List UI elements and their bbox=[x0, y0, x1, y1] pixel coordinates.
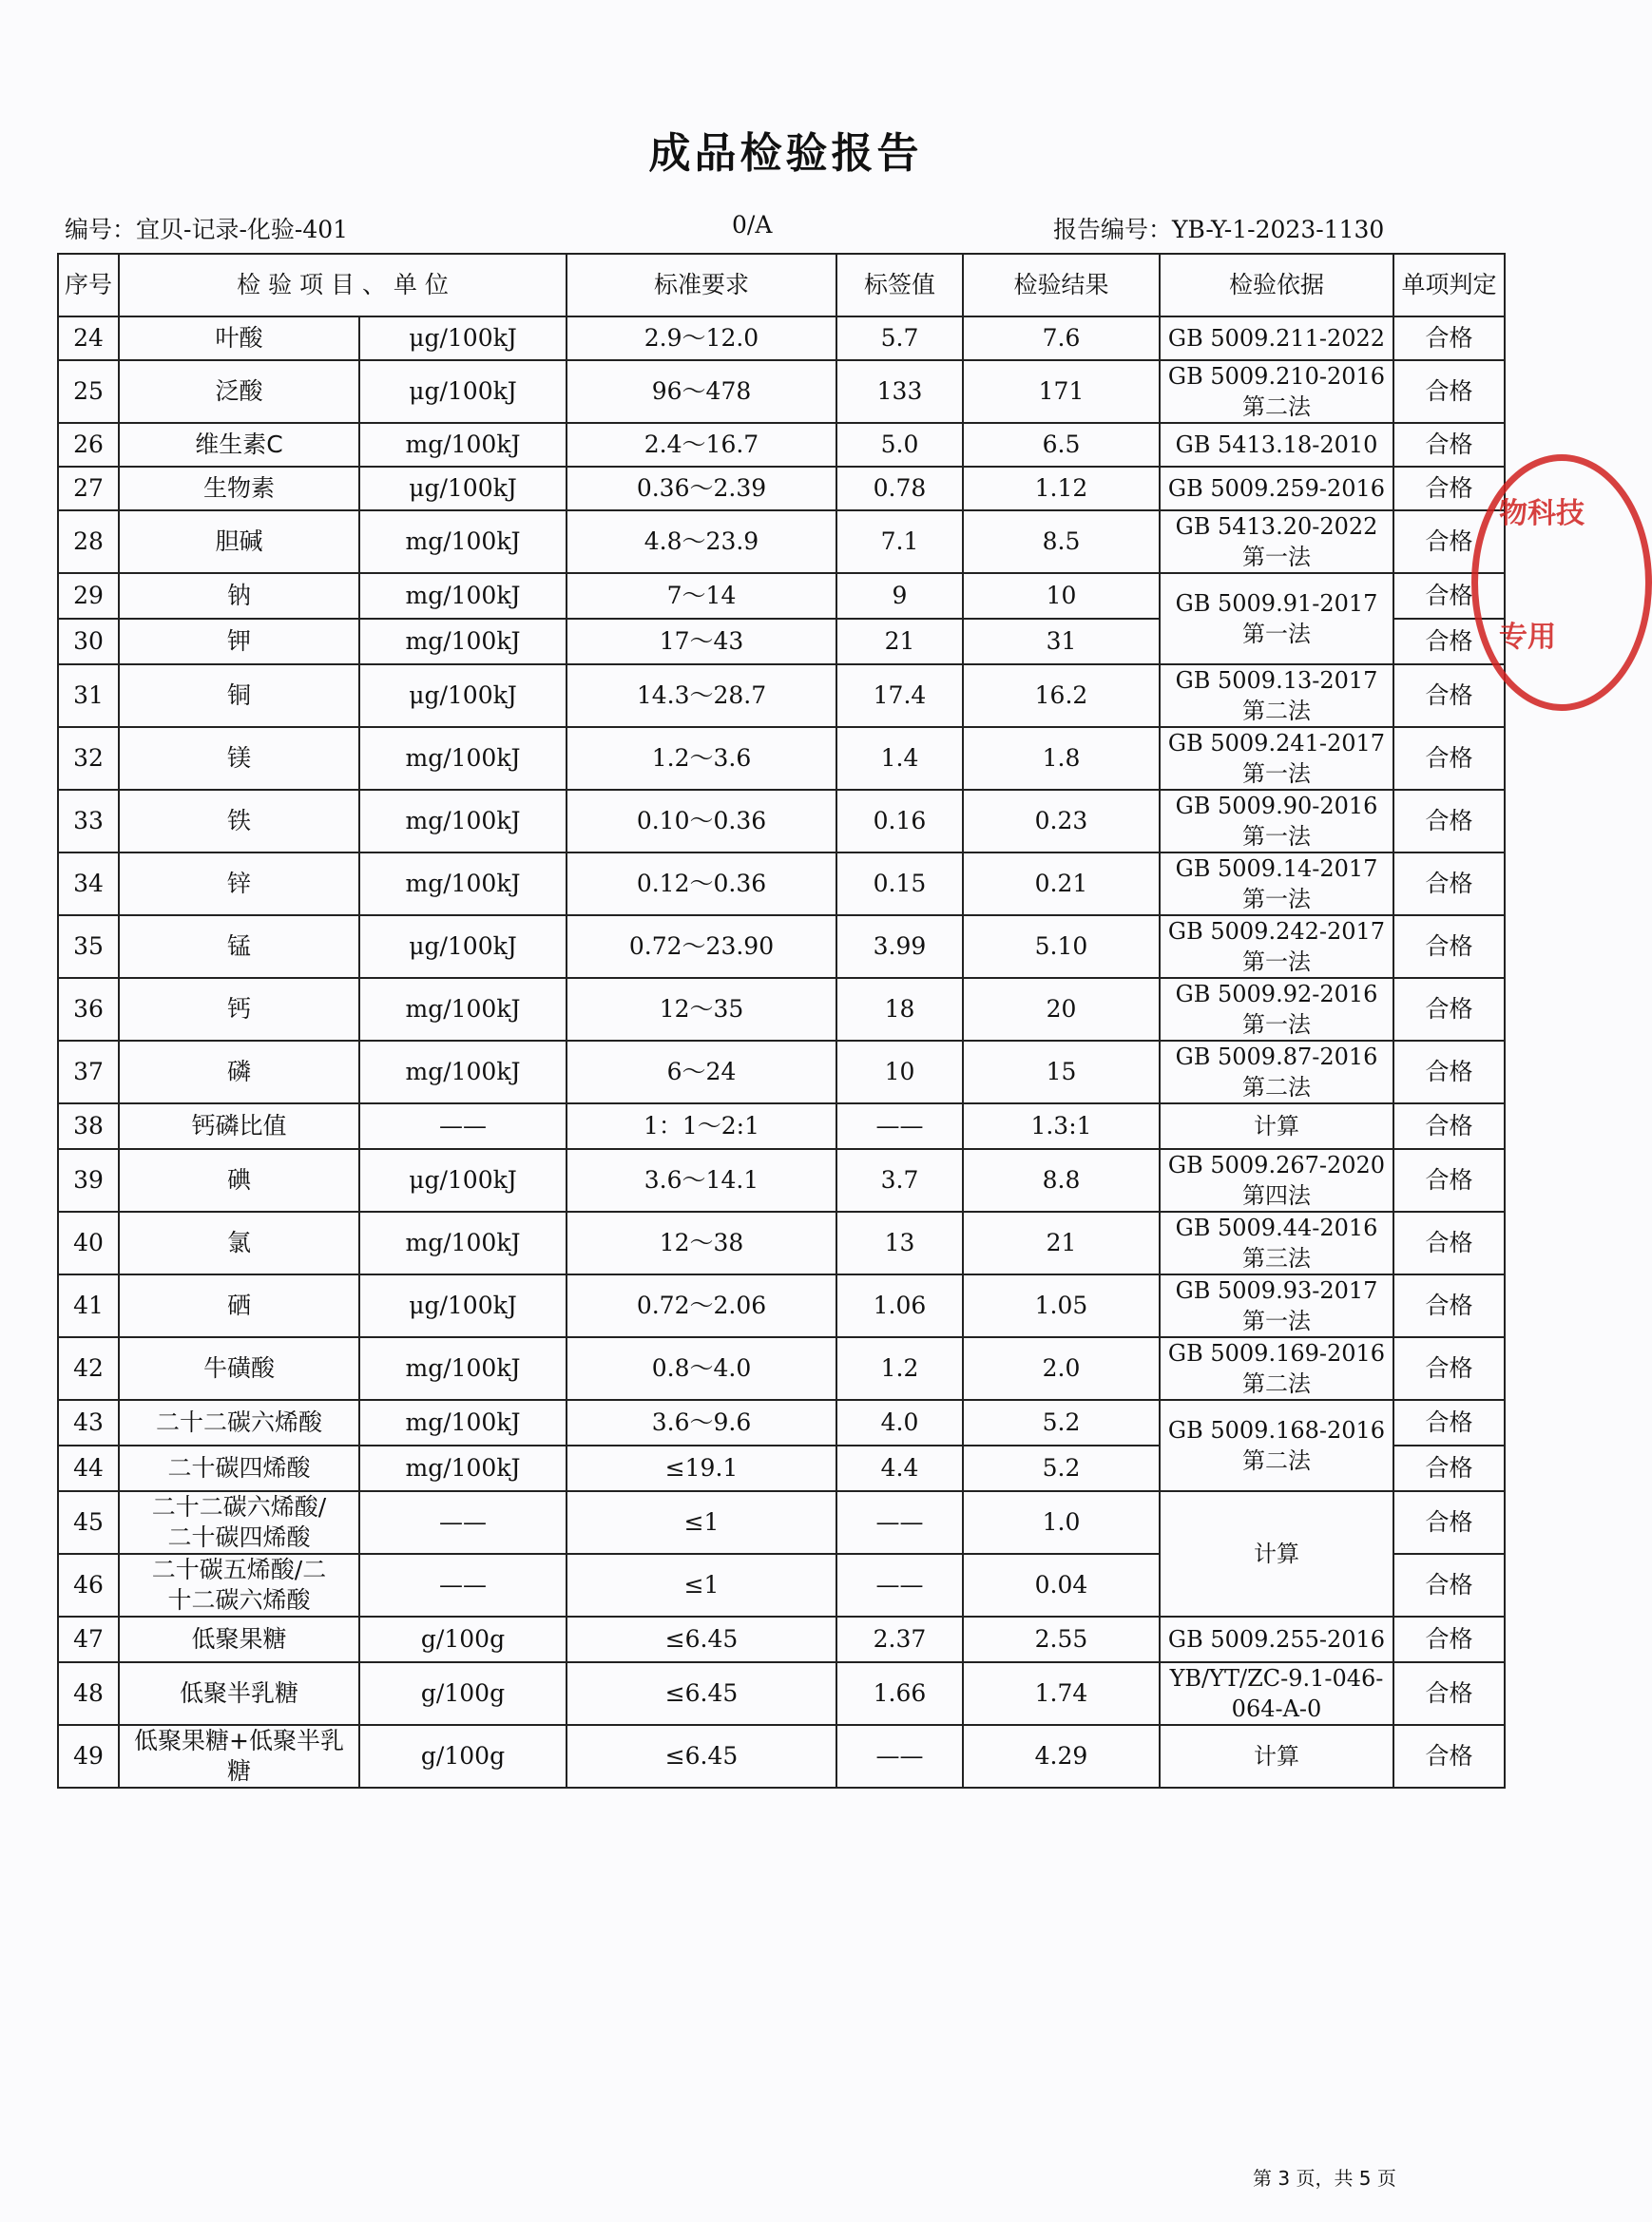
label-value-cell: 5.0 bbox=[836, 423, 963, 467]
label-value-cell: —— bbox=[836, 1491, 963, 1554]
test-method-cell: GB 5009.255-2016 bbox=[1160, 1617, 1393, 1662]
table-row bbox=[58, 360, 1505, 423]
row-number-cell: 26 bbox=[58, 423, 119, 467]
test-method-cell: GB 5009.93-2017 第一法 bbox=[1160, 1274, 1393, 1337]
standard-requirement-cell: ≤1 bbox=[567, 1554, 836, 1617]
label-value-cell: 1.06 bbox=[836, 1274, 963, 1337]
standard-requirement-cell: 0.72～2.06 bbox=[567, 1274, 836, 1337]
verdict-cell: 合格 bbox=[1393, 1617, 1505, 1662]
col-header-method: 检验依据 bbox=[1160, 254, 1393, 316]
test-method-cell: GB 5009.44-2016 第三法 bbox=[1160, 1212, 1393, 1274]
test-method-cell: 计算 bbox=[1160, 1725, 1393, 1788]
table-row bbox=[58, 423, 1505, 467]
row-number-cell: 35 bbox=[58, 915, 119, 978]
label-value-cell: 1.2 bbox=[836, 1337, 963, 1400]
item-name-cell: 硒 bbox=[119, 1274, 359, 1337]
test-method-cell: GB 5413.18-2010 bbox=[1160, 423, 1393, 467]
label-value-cell: 0.78 bbox=[836, 467, 963, 510]
unit-cell: g/100g bbox=[359, 1617, 567, 1662]
standard-requirement-cell: ≤1 bbox=[567, 1491, 836, 1554]
item-name-cell: 二十二碳六烯酸 bbox=[119, 1400, 359, 1446]
table-row bbox=[58, 1212, 1505, 1274]
unit-cell: mg/100kJ bbox=[359, 978, 567, 1041]
item-name-cell: 磷 bbox=[119, 1041, 359, 1103]
label-value-cell: 133 bbox=[836, 360, 963, 423]
test-result-cell: 8.5 bbox=[963, 510, 1160, 573]
item-name-cell: 铁 bbox=[119, 790, 359, 852]
verdict-cell: 合格 bbox=[1393, 1149, 1505, 1212]
label-value-cell: 4.4 bbox=[836, 1446, 963, 1491]
test-result-cell: 10 bbox=[963, 573, 1160, 619]
standard-requirement-cell: 12～38 bbox=[567, 1212, 836, 1274]
report-title: 成品检验报告 bbox=[648, 129, 923, 178]
test-method-cell: GB 5009.169-2016 第二法 bbox=[1160, 1337, 1393, 1400]
document-code: 编号：宜贝-记录-化验-401 bbox=[65, 216, 349, 243]
row-number-cell: 28 bbox=[58, 510, 119, 573]
unit-cell: mg/100kJ bbox=[359, 1400, 567, 1446]
unit-cell: mg/100kJ bbox=[359, 619, 567, 664]
verdict-cell: 合格 bbox=[1393, 619, 1505, 664]
label-value-cell: 18 bbox=[836, 978, 963, 1041]
unit-cell: mg/100kJ bbox=[359, 1041, 567, 1103]
table-row bbox=[58, 790, 1505, 852]
label-value-cell: —— bbox=[836, 1103, 963, 1149]
row-number-cell: 27 bbox=[58, 467, 119, 510]
unit-cell: g/100g bbox=[359, 1662, 567, 1725]
item-name-cell: 钾 bbox=[119, 619, 359, 664]
unit-cell: mg/100kJ bbox=[359, 1446, 567, 1491]
table-row bbox=[58, 1337, 1505, 1400]
row-number-cell: 45 bbox=[58, 1491, 119, 1554]
page-footer: 第 3 页，共 5 页 bbox=[1253, 2167, 1396, 2190]
table-row bbox=[58, 727, 1505, 790]
test-result-cell: 5.2 bbox=[963, 1400, 1160, 1446]
item-name-cell: 生物素 bbox=[119, 467, 359, 510]
standard-requirement-cell: 6～24 bbox=[567, 1041, 836, 1103]
row-number-cell: 44 bbox=[58, 1446, 119, 1491]
table-row bbox=[58, 316, 1505, 360]
row-number-cell: 39 bbox=[58, 1149, 119, 1212]
test-result-cell: 5.2 bbox=[963, 1446, 1160, 1491]
seal-text-1: 物科技 bbox=[1499, 497, 1585, 530]
table-row bbox=[58, 1103, 1505, 1149]
standard-requirement-cell: 17～43 bbox=[567, 619, 836, 664]
label-value-cell: 5.7 bbox=[836, 316, 963, 360]
table-row bbox=[58, 1491, 1505, 1554]
table-row bbox=[58, 1725, 1505, 1788]
table-row bbox=[58, 467, 1505, 510]
unit-cell: μg/100kJ bbox=[359, 1274, 567, 1337]
standard-requirement-cell: 3.6～9.6 bbox=[567, 1400, 836, 1446]
standard-requirement-cell: ≤6.45 bbox=[567, 1617, 836, 1662]
table-row bbox=[58, 1149, 1505, 1212]
verdict-cell: 合格 bbox=[1393, 316, 1505, 360]
table-row bbox=[58, 1617, 1505, 1662]
seal-text-2: 专用 bbox=[1499, 621, 1556, 654]
standard-requirement-cell: 7～14 bbox=[567, 573, 836, 619]
verdict-cell: 合格 bbox=[1393, 915, 1505, 978]
unit-cell: mg/100kJ bbox=[359, 1212, 567, 1274]
label-value-cell: 2.37 bbox=[836, 1617, 963, 1662]
standard-requirement-cell: 0.72～23.90 bbox=[567, 915, 836, 978]
unit-cell: mg/100kJ bbox=[359, 1337, 567, 1400]
row-number-cell: 43 bbox=[58, 1400, 119, 1446]
table-body bbox=[58, 316, 1505, 1788]
unit-cell: mg/100kJ bbox=[359, 510, 567, 573]
row-number-cell: 40 bbox=[58, 1212, 119, 1274]
verdict-cell: 合格 bbox=[1393, 1554, 1505, 1617]
unit-cell: μg/100kJ bbox=[359, 1149, 567, 1212]
verdict-cell: 合格 bbox=[1393, 790, 1505, 852]
standard-requirement-cell: ≤6.45 bbox=[567, 1662, 836, 1725]
label-value-cell: —— bbox=[836, 1554, 963, 1617]
label-value-cell: 3.7 bbox=[836, 1149, 963, 1212]
row-number-cell: 49 bbox=[58, 1725, 119, 1788]
test-method-cell: GB 5009.87-2016 第二法 bbox=[1160, 1041, 1393, 1103]
unit-cell: μg/100kJ bbox=[359, 915, 567, 978]
verdict-cell: 合格 bbox=[1393, 1337, 1505, 1400]
row-number-cell: 41 bbox=[58, 1274, 119, 1337]
label-value-cell: 3.99 bbox=[836, 915, 963, 978]
unit-cell: mg/100kJ bbox=[359, 852, 567, 915]
test-result-cell: 1.8 bbox=[963, 727, 1160, 790]
test-result-cell: 1.3:1 bbox=[963, 1103, 1160, 1149]
item-name-cell: 镁 bbox=[119, 727, 359, 790]
test-result-cell: 15 bbox=[963, 1041, 1160, 1103]
table-row bbox=[58, 664, 1505, 727]
row-number-cell: 37 bbox=[58, 1041, 119, 1103]
test-result-cell: 1.74 bbox=[963, 1662, 1160, 1725]
test-result-cell: 1.12 bbox=[963, 467, 1160, 510]
verdict-cell: 合格 bbox=[1393, 360, 1505, 423]
item-name-cell: 锰 bbox=[119, 915, 359, 978]
item-name-cell: 胆碱 bbox=[119, 510, 359, 573]
label-value-cell: 1.66 bbox=[836, 1662, 963, 1725]
test-result-cell: 16.2 bbox=[963, 664, 1160, 727]
item-name-cell: 泛酸 bbox=[119, 360, 359, 423]
test-method-cell: GB 5009.259-2016 bbox=[1160, 467, 1393, 510]
label-value-cell: 17.4 bbox=[836, 664, 963, 727]
row-number-cell: 24 bbox=[58, 316, 119, 360]
unit-cell: μg/100kJ bbox=[359, 467, 567, 510]
label-value-cell: —— bbox=[836, 1725, 963, 1788]
inspection-table bbox=[57, 253, 1506, 1789]
test-result-cell: 1.05 bbox=[963, 1274, 1160, 1337]
table-row bbox=[58, 1274, 1505, 1337]
verdict-cell: 合格 bbox=[1393, 727, 1505, 790]
item-name-cell: 二十碳四烯酸 bbox=[119, 1446, 359, 1491]
test-method-cell: GB 5009.14-2017 第一法 bbox=[1160, 852, 1393, 915]
test-result-cell: 5.10 bbox=[963, 915, 1160, 978]
verdict-cell: 合格 bbox=[1393, 510, 1505, 573]
test-method-cell: YB/YT/ZC-9.1-046- 064-A-0 bbox=[1160, 1662, 1393, 1725]
standard-requirement-cell: 96～478 bbox=[567, 360, 836, 423]
label-value-cell: 0.15 bbox=[836, 852, 963, 915]
test-result-cell: 2.55 bbox=[963, 1617, 1160, 1662]
label-value-cell: 4.0 bbox=[836, 1400, 963, 1446]
label-value-cell: 7.1 bbox=[836, 510, 963, 573]
test-result-cell: 2.0 bbox=[963, 1337, 1160, 1400]
standard-requirement-cell: 4.8～23.9 bbox=[567, 510, 836, 573]
test-result-cell: 0.04 bbox=[963, 1554, 1160, 1617]
verdict-cell: 合格 bbox=[1393, 1491, 1505, 1554]
col-header-no: 序号 bbox=[58, 254, 119, 316]
verdict-cell: 合格 bbox=[1393, 467, 1505, 510]
unit-cell: g/100g bbox=[359, 1725, 567, 1788]
table-row bbox=[58, 1400, 1505, 1446]
version-label: 0/A bbox=[732, 211, 773, 239]
row-number-cell: 33 bbox=[58, 790, 119, 852]
row-number-cell: 48 bbox=[58, 1662, 119, 1725]
row-number-cell: 25 bbox=[58, 360, 119, 423]
item-name-cell: 铜 bbox=[119, 664, 359, 727]
test-method-cell: GB 5009.13-2017 第二法 bbox=[1160, 664, 1393, 727]
table-row bbox=[58, 1041, 1505, 1103]
unit-cell: mg/100kJ bbox=[359, 573, 567, 619]
item-name-cell: 维生素C bbox=[119, 423, 359, 467]
label-value-cell: 13 bbox=[836, 1212, 963, 1274]
verdict-cell: 合格 bbox=[1393, 1274, 1505, 1337]
standard-requirement-cell: 12～35 bbox=[567, 978, 836, 1041]
unit-cell: μg/100kJ bbox=[359, 664, 567, 727]
test-result-cell: 6.5 bbox=[963, 423, 1160, 467]
test-result-cell: 171 bbox=[963, 360, 1160, 423]
test-method-cell: GB 5009.241-2017 第一法 bbox=[1160, 727, 1393, 790]
item-name-cell: 牛磺酸 bbox=[119, 1337, 359, 1400]
report-number: 报告编号：YB-Y-1-2023-1130 bbox=[1053, 216, 1385, 243]
standard-requirement-cell: 0.36～2.39 bbox=[567, 467, 836, 510]
standard-requirement-cell: ≤6.45 bbox=[567, 1725, 836, 1788]
test-method-cell: 计算 bbox=[1160, 1491, 1393, 1617]
table-row bbox=[58, 852, 1505, 915]
col-header-label-value: 标签值 bbox=[836, 254, 963, 316]
label-value-cell: 21 bbox=[836, 619, 963, 664]
test-result-cell: 20 bbox=[963, 978, 1160, 1041]
item-name-cell: 叶酸 bbox=[119, 316, 359, 360]
item-name-cell: 氯 bbox=[119, 1212, 359, 1274]
unit-cell: mg/100kJ bbox=[359, 790, 567, 852]
item-name-cell: 碘 bbox=[119, 1149, 359, 1212]
unit-cell: —— bbox=[359, 1554, 567, 1617]
row-number-cell: 34 bbox=[58, 852, 119, 915]
table-row bbox=[58, 978, 1505, 1041]
col-header-item: 检 验 项 目 、 单 位 bbox=[119, 254, 567, 316]
table-row bbox=[58, 510, 1505, 573]
verdict-cell: 合格 bbox=[1393, 978, 1505, 1041]
company-seal bbox=[1471, 454, 1652, 711]
test-result-cell: 0.21 bbox=[963, 852, 1160, 915]
verdict-cell: 合格 bbox=[1393, 1446, 1505, 1491]
item-name-cell: 低聚果糖+低聚半乳 糖 bbox=[119, 1725, 359, 1788]
standard-requirement-cell: 0.8～4.0 bbox=[567, 1337, 836, 1400]
table-row bbox=[58, 915, 1505, 978]
row-number-cell: 32 bbox=[58, 727, 119, 790]
test-method-cell: GB 5009.210-2016 第二法 bbox=[1160, 360, 1393, 423]
verdict-cell: 合格 bbox=[1393, 1212, 1505, 1274]
item-name-cell: 锌 bbox=[119, 852, 359, 915]
standard-requirement-cell: 0.10～0.36 bbox=[567, 790, 836, 852]
standard-requirement-cell: 0.12～0.36 bbox=[567, 852, 836, 915]
test-method-cell: 计算 bbox=[1160, 1103, 1393, 1149]
item-name-cell: 钙 bbox=[119, 978, 359, 1041]
row-number-cell: 36 bbox=[58, 978, 119, 1041]
test-method-cell: GB 5009.91-2017 第一法 bbox=[1160, 573, 1393, 664]
test-method-cell: GB 5009.168-2016 第二法 bbox=[1160, 1400, 1393, 1491]
verdict-cell: 合格 bbox=[1393, 1041, 1505, 1103]
test-result-cell: 31 bbox=[963, 619, 1160, 664]
unit-cell: μg/100kJ bbox=[359, 316, 567, 360]
test-result-cell: 7.6 bbox=[963, 316, 1160, 360]
row-number-cell: 42 bbox=[58, 1337, 119, 1400]
unit-cell: μg/100kJ bbox=[359, 360, 567, 423]
unit-cell: —— bbox=[359, 1491, 567, 1554]
item-name-cell: 低聚半乳糖 bbox=[119, 1662, 359, 1725]
label-value-cell: 0.16 bbox=[836, 790, 963, 852]
col-header-verdict: 单项判定 bbox=[1393, 254, 1505, 316]
test-result-cell: 21 bbox=[963, 1212, 1160, 1274]
item-name-cell: 低聚果糖 bbox=[119, 1617, 359, 1662]
test-result-cell: 8.8 bbox=[963, 1149, 1160, 1212]
row-number-cell: 29 bbox=[58, 573, 119, 619]
unit-cell: mg/100kJ bbox=[359, 727, 567, 790]
col-header-standard: 标准要求 bbox=[567, 254, 836, 316]
test-method-cell: GB 5009.92-2016 第一法 bbox=[1160, 978, 1393, 1041]
verdict-cell: 合格 bbox=[1393, 423, 1505, 467]
item-name-cell: 二十碳五烯酸/二 十二碳六烯酸 bbox=[119, 1554, 359, 1617]
standard-requirement-cell: ≤19.1 bbox=[567, 1446, 836, 1491]
standard-requirement-cell: 2.9～12.0 bbox=[567, 316, 836, 360]
standard-requirement-cell: 1.2～3.6 bbox=[567, 727, 836, 790]
verdict-cell: 合格 bbox=[1393, 1400, 1505, 1446]
row-number-cell: 46 bbox=[58, 1554, 119, 1617]
verdict-cell: 合格 bbox=[1393, 852, 1505, 915]
item-name-cell: 二十二碳六烯酸/ 二十碳四烯酸 bbox=[119, 1491, 359, 1554]
verdict-cell: 合格 bbox=[1393, 573, 1505, 619]
unit-cell: —— bbox=[359, 1103, 567, 1149]
row-number-cell: 31 bbox=[58, 664, 119, 727]
label-value-cell: 10 bbox=[836, 1041, 963, 1103]
label-value-cell: 1.4 bbox=[836, 727, 963, 790]
verdict-cell: 合格 bbox=[1393, 1103, 1505, 1149]
standard-requirement-cell: 14.3～28.7 bbox=[567, 664, 836, 727]
table-header-row bbox=[58, 254, 1505, 316]
row-number-cell: 47 bbox=[58, 1617, 119, 1662]
row-number-cell: 38 bbox=[58, 1103, 119, 1149]
test-method-cell: GB 5009.267-2020 第四法 bbox=[1160, 1149, 1393, 1212]
test-method-cell: GB 5009.242-2017 第一法 bbox=[1160, 915, 1393, 978]
item-name-cell: 钙磷比值 bbox=[119, 1103, 359, 1149]
test-method-cell: GB 5413.20-2022 第一法 bbox=[1160, 510, 1393, 573]
table-row bbox=[58, 1662, 1505, 1725]
unit-cell: mg/100kJ bbox=[359, 423, 567, 467]
verdict-cell: 合格 bbox=[1393, 1662, 1505, 1725]
standard-requirement-cell: 3.6～14.1 bbox=[567, 1149, 836, 1212]
row-number-cell: 30 bbox=[58, 619, 119, 664]
item-name-cell: 钠 bbox=[119, 573, 359, 619]
verdict-cell: 合格 bbox=[1393, 664, 1505, 727]
test-method-cell: GB 5009.90-2016 第一法 bbox=[1160, 790, 1393, 852]
test-result-cell: 1.0 bbox=[963, 1491, 1160, 1554]
test-result-cell: 4.29 bbox=[963, 1725, 1160, 1788]
label-value-cell: 9 bbox=[836, 573, 963, 619]
table-row bbox=[58, 573, 1505, 619]
test-method-cell: GB 5009.211-2022 bbox=[1160, 316, 1393, 360]
standard-requirement-cell: 1：1～2:1 bbox=[567, 1103, 836, 1149]
test-result-cell: 0.23 bbox=[963, 790, 1160, 852]
verdict-cell: 合格 bbox=[1393, 1725, 1505, 1788]
standard-requirement-cell: 2.4～16.7 bbox=[567, 423, 836, 467]
col-header-result: 检验结果 bbox=[963, 254, 1160, 316]
